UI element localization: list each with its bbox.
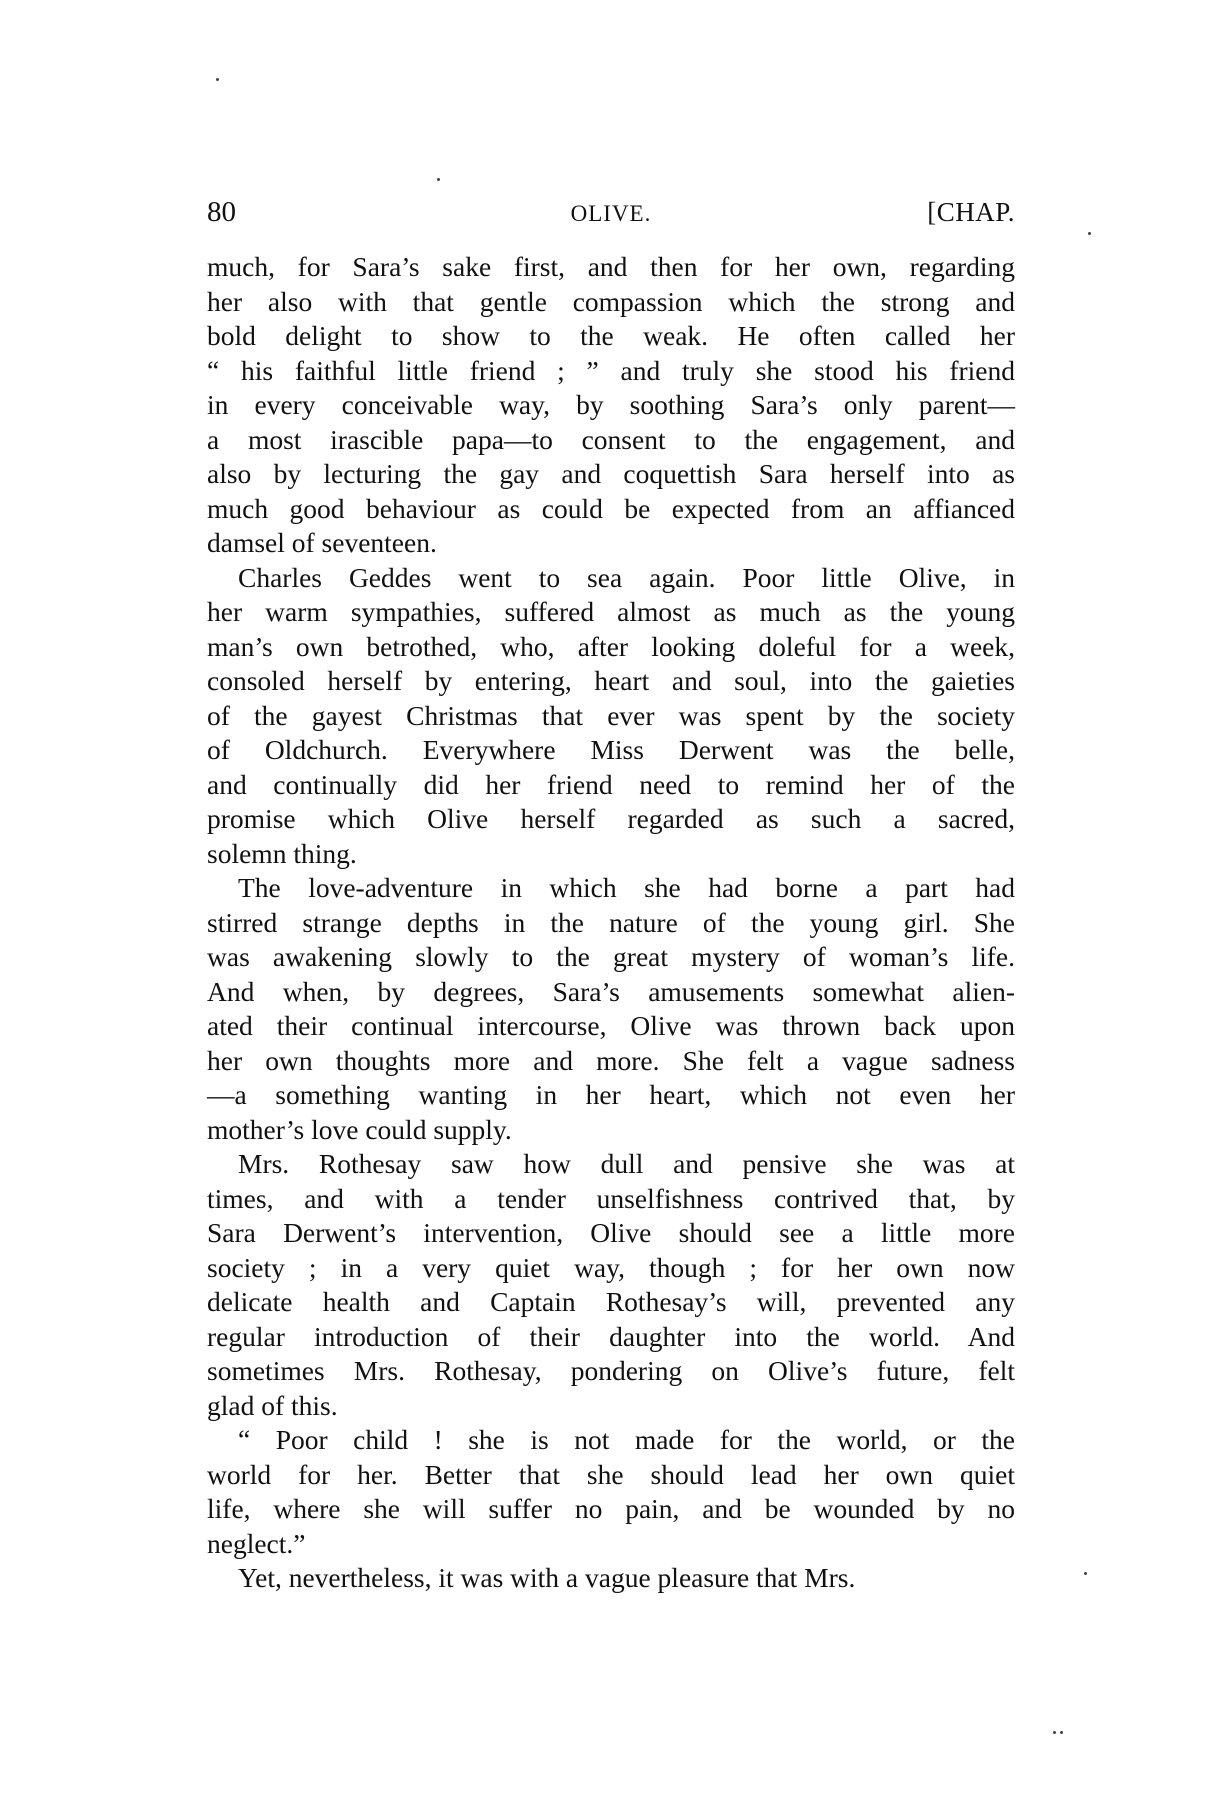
text-line: —a something wanting in her heart, which not even her (207, 1079, 1015, 1110)
scan-speck (1088, 232, 1091, 235)
text-line: solemn thing. (207, 837, 357, 869)
text-line: life, where she will suffer no pain, and be wounded by no (207, 1493, 1015, 1524)
scan-speck (1053, 1731, 1056, 1734)
paragraph (207, 1147, 1015, 1423)
text-line: regular introduction of their daughter into the world. And (207, 1320, 1015, 1352)
text-line: promise which Olive herself regarded as such a sacred, (207, 803, 1015, 834)
page-number: 80 (207, 196, 236, 228)
text-line: Charles Geddes went to sea again. Poor little Olive, in (238, 561, 1015, 593)
text-line: much, for Sara’s sake first, and then for her own, regarding (207, 251, 1015, 282)
text-line: society ; in a very quiet way, though ; for her own now (207, 1251, 1015, 1283)
text-line: Mrs. Rothesay saw how dull and pensive she was at (238, 1148, 1015, 1179)
text-line: “ Poor child ! she is not made for the world, or the (238, 1424, 1015, 1455)
text-line: her warm sympathies, suffered almost as much as the young (207, 596, 1015, 627)
text-line: “ his faithful little friend ; ” and truly she stood his friend (207, 354, 1015, 386)
body-text (207, 250, 1015, 1596)
scan-speck (1060, 1731, 1063, 1734)
text-line: her also with that gentle compassion which the strong and (207, 285, 1015, 317)
text-line: times, and with a tender unselfishness contrived that, by (207, 1182, 1015, 1214)
paragraph (207, 250, 1015, 561)
text-line: consoled herself by entering, heart and soul, into the gaieties (207, 665, 1015, 696)
chapter-marker: [CHAP. (927, 197, 1015, 227)
scan-speck (437, 178, 440, 181)
text-line: glad of this. (207, 1389, 338, 1421)
text-line: ated their continual intercourse, Olive was thrown back upon (207, 1010, 1015, 1041)
text-line: Yet, nevertheless, it was with a vague pleasure that Mrs. (238, 1562, 856, 1593)
text-line: was awakening slowly to the great mystery of woman’s life. (207, 941, 1015, 972)
text-line: delicate health and Captain Rothesay’s will, prevented any (207, 1286, 1015, 1317)
paragraph (207, 561, 1015, 872)
text-line: world for her. Better that she should lead her own quiet (207, 1458, 1015, 1490)
text-line: stirred strange depths in the nature of the young girl. She (207, 906, 1015, 938)
text-line: damsel of seventeen. (207, 527, 437, 558)
page-header (207, 192, 1015, 232)
text-line: Sara Derwent’s intervention, Olive should see a little more (207, 1217, 1015, 1248)
text-line: also by lecturing the gay and coquettish Sara herself into as (207, 458, 1015, 489)
text-line: and continually did her friend need to remind her of the (207, 768, 1015, 800)
paragraph (207, 1561, 1015, 1596)
text-line: And when, by degrees, Sara’s amusements somewhat alien- (207, 975, 1015, 1007)
text-line: sometimes Mrs. Rothesay, pondering on Olive’s future, felt (207, 1355, 1015, 1386)
text-line: The love-adventure in which she had borne a part had (238, 872, 1015, 903)
scan-speck (216, 78, 219, 81)
paragraph (207, 871, 1015, 1147)
text-line: of the gayest Christmas that ever was spent by the society (207, 699, 1015, 731)
text-line: mother’s love could supply. (207, 1113, 512, 1145)
text-line: of Oldchurch. Everywhere Miss Derwent was the belle, (207, 734, 1015, 765)
paragraph (207, 1423, 1015, 1561)
text-line: in every conceivable way, by soothing Sara’s only parent— (207, 389, 1015, 420)
text-line: man’s own betrothed, who, after looking doleful for a week, (207, 630, 1015, 662)
text-line: bold delight to show to the weak. He often called her (207, 320, 1015, 351)
text-line: much good behaviour as could be expected from an affianced (207, 492, 1015, 524)
text-line: a most irascible papa—to consent to the engagement, and (207, 423, 1015, 455)
running-title: OLIVE. (570, 201, 652, 226)
scan-speck (1084, 1572, 1087, 1575)
text-line: her own thoughts more and more. She felt a vague sadness (207, 1044, 1015, 1076)
text-line: neglect.” (207, 1527, 306, 1559)
